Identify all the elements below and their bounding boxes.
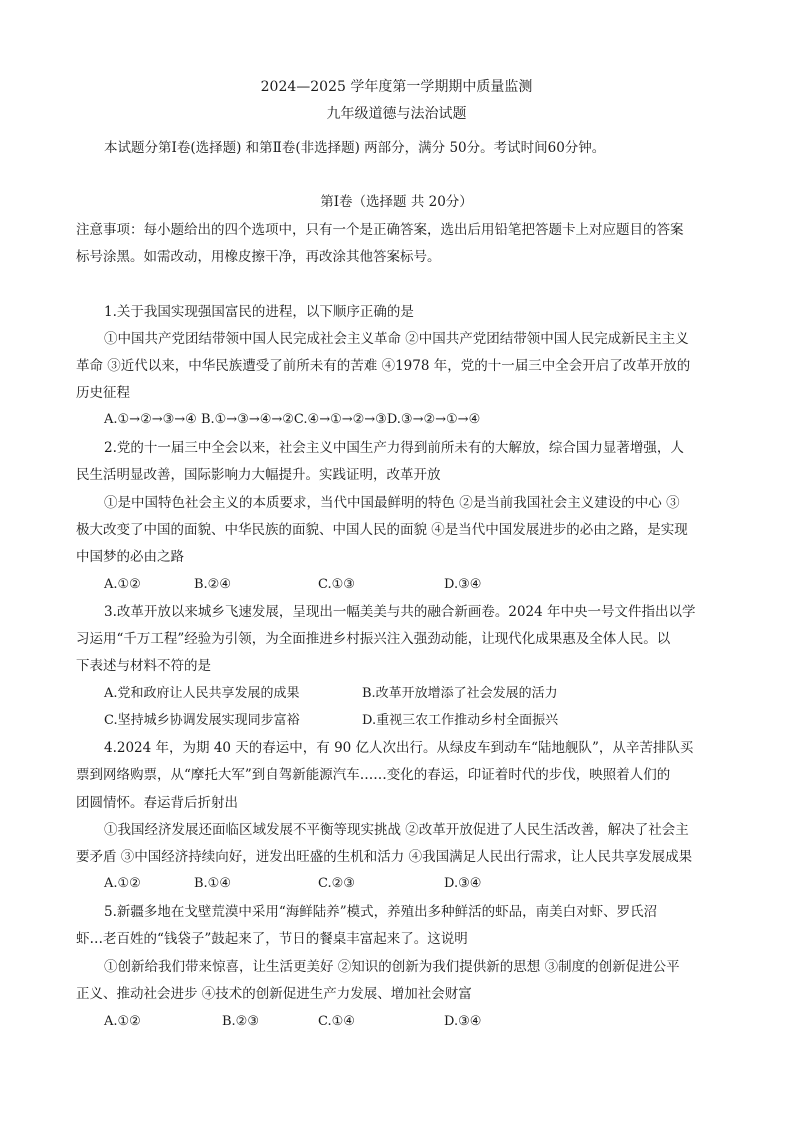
- question-options: [104, 1013, 524, 1031]
- option-a: A.①②: [104, 876, 141, 891]
- exam-title: 2024—2025 学年度第一学期期中质量监测: [260, 79, 533, 95]
- option-c: C.坚持城乡协调发展实现同步富裕: [104, 713, 300, 728]
- question-options: [104, 712, 604, 730]
- section-heading: 第Ⅰ卷（选择题 共 20分）: [320, 194, 473, 210]
- question-statement: ①我国经济发展还面临区域发展不平衡等现实挑战 ②改革开放促进了人民生活改善，解决了社会主: [104, 822, 689, 838]
- question-statement: 要矛盾 ③中国经济持续向好，迸发出旺盛的生机和活力 ④我国满足人民出行需求，让人民共享发展成果: [76, 849, 693, 865]
- question-statement: 革命 ③近代以来，中华民族遭受了前所未有的苦难 ④1978 年，党的十一届三中全会开启了改革开放的: [76, 358, 691, 374]
- question-statement: ①创新给我们带来惊喜，让生活更美好 ②知识的创新为我们提供新的思想 ③制度的创新促进公平: [104, 959, 680, 975]
- option-a: A.党和政府让人民共享发展的成果: [104, 686, 300, 701]
- question-statement: 中国梦的必由之路: [76, 549, 184, 565]
- option-c: C.①③: [318, 577, 355, 592]
- question-stem: 下表述与材料不符的是: [76, 658, 211, 674]
- question-stem: 虾…老百姓的“钱袋子”鼓起来了，节日的餐桌丰富起来了。这说明: [76, 931, 468, 947]
- option-d: D.重视三农工作推动乡村全面振兴: [362, 713, 559, 728]
- question-stem: 3.改革开放以来城乡飞速发展，呈现出一幅美美与共的融合新画卷。2024 年中央一号文件指出以学: [104, 604, 696, 620]
- question-stem: 4.2024 年，为期 40 天的春运中，有 90 亿人次出行。从绿皮车到动车“陆地舰队”，从辛苦排队买: [104, 740, 694, 756]
- option-d: D.③④: [444, 577, 482, 592]
- question-options: [104, 576, 524, 594]
- option-c: C.①④: [318, 1014, 355, 1029]
- question-stem: 1.关于我国实现强国富民的进程，以下顺序正确的是: [104, 304, 414, 320]
- question-options: A.①→②→③→④ B.①→③→④→②C.④→①→②→③D.③→②→①→④: [104, 412, 481, 427]
- option-b: B.改革开放增添了社会发展的活力: [362, 686, 558, 701]
- question-statement: ①是中国特色社会主义的本质要求，当代中国最鲜明的特色 ②是当前我国社会主义建设的中心 ③: [104, 495, 680, 511]
- question-stem: 团圆情怀。春运背后折射出: [76, 795, 238, 811]
- question-stem: 2.党的十一届三中全会以来，社会主义中国生产力得到前所未有的大解放，综合国力显著增强，人: [104, 440, 684, 456]
- exam-subject: 九年级道德与法治试题: [326, 106, 467, 122]
- question-stem: 5.新疆多地在戈壁荒漠中采用“海鲜陆养”模式，养殖出多种鲜活的虾品，南美白对虾、罗氏沼: [104, 904, 658, 920]
- option-b: B.②④: [194, 577, 231, 592]
- option-c: C.②③: [318, 876, 355, 891]
- question-stem: 票到网络购票，从“摩托大军”到自驾新能源汽车……变化的春运，印证着时代的步伐，映照着人们的: [76, 767, 671, 783]
- question-statement: 历史征程: [76, 385, 130, 401]
- option-b: B.②③: [222, 1014, 259, 1029]
- option-d: D.③④: [444, 1014, 482, 1029]
- question-statement: ①中国共产党团结带领中国人民完成社会主义革命 ②中国共产党团结带领中国人民完成新民主主义: [104, 331, 689, 347]
- notice-line: 注意事项：每小题给出的四个选项中，只有一个是正确答案，选出后用铅笔把答题卡上对应题目的答案: [76, 222, 684, 238]
- question-stem: 习运用“千万工程”经验为引领，为全面推进乡村振兴注入强劲动能，让现代化成果惠及全体人民。以: [76, 631, 671, 647]
- question-statement: 极大改变了中国的面貌、中华民族的面貌、中国人民的面貌 ④是当代中国发展进步的必由之路，是实现: [76, 522, 688, 538]
- question-options: [104, 685, 604, 703]
- option-b: B.①④: [194, 876, 231, 891]
- option-a: A.①②: [104, 1014, 141, 1029]
- question-options: [104, 875, 524, 893]
- option-d: D.③④: [444, 876, 482, 891]
- question-statement: 正义、推动社会进步 ④技术的创新促进生产力发展、增加社会财富: [76, 986, 472, 1002]
- question-stem: 民生活明显改善，国际影响力大幅提升。实践证明，改革开放: [76, 467, 441, 483]
- option-a: A.①②: [104, 577, 141, 592]
- exam-intro: 本试题分第Ⅰ卷(选择题) 和第Ⅱ卷(非选择题) 两部分，满分 50分。考试时间60分钟。: [104, 140, 606, 156]
- notice-line: 标号涂黑。如需改动，用橡皮擦干净，再改涂其他答案标号。: [76, 249, 441, 265]
